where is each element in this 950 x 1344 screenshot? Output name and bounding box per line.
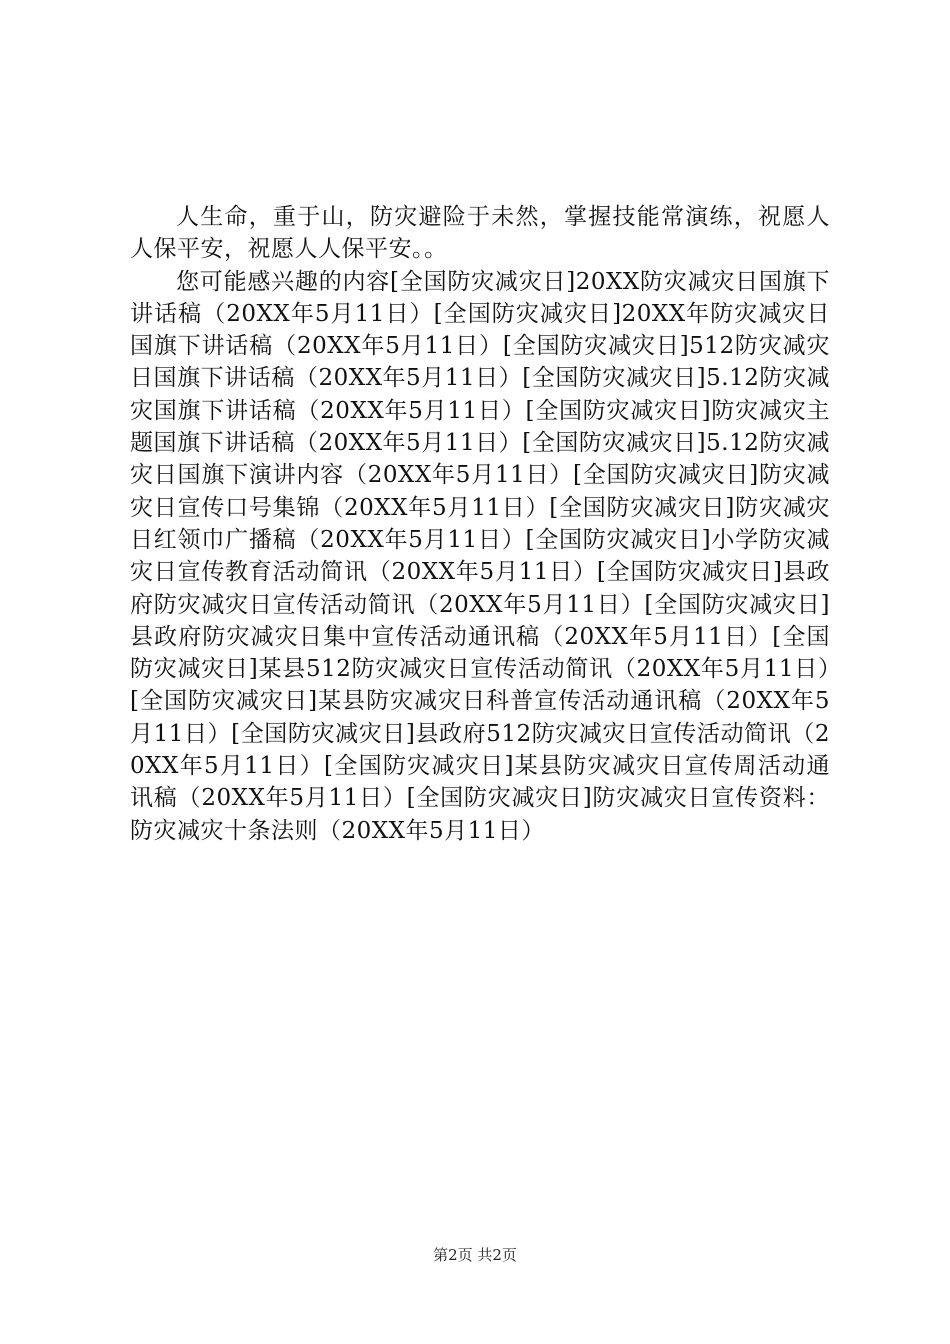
paragraph-related-content: 您可能感兴趣的内容[全国防灾减灾日]20XX防灾减灾日国旗下讲话稿（20XX年5月11日）[全国防灾减灾日]20XX年防灾减灾日国旗下讲话稿（20XX年5月11日）[全国防灾减灾日]512防灾减灾日国旗下讲话稿（20XX年5月11日）[全国防灾减灾日]5.12防灾减灾国旗下讲话稿（20XX年5月11日）[全国防灾减灾日]防灾减灾主题国旗下讲话稿（20XX年5月11日）[全国防灾减灾日]5.12防灾减灾日国旗下演讲内容（20XX年5月11日）[全国防灾减灾日]防灾减灾日宣传口号集锦（20XX年5月11日）[全国防灾减灾日]防灾减灾日红领巾广播稿（20XX年5月11日）[全国防灾减灾日]小学防灾减灾日宣传教育活动简讯（20XX年5月11日）[全国防灾减灾日]县政府防灾减灾日宣传活动简讯（20XX年5月11日）[全国防灾减灾日]县政府防灾减灾日集中宣传活动通讯稿（20XX年5月11日）[全国防灾减灾日]某县512防灾减灾日宣传活动简讯（20XX年5月11日）[全国防灾减灾日]某县防灾减灾日科普宣传活动通讯稿（20XX年5月11日）[全国防灾减灾日]县政府512防灾减灾日宣传活动简讯（20XX年5月11日）[全国防灾减灾日]某县防灾减灾日宣传周活动通讯稿（20XX年5月11日）[全国防灾减灾日]防灾减灾日宣传资料：防灾减灾十条法则（20XX年5月11日） xyxy=(130,268,830,844)
page-number-footer: 第2页 共2页 xyxy=(433,1246,517,1264)
document-body xyxy=(130,201,830,847)
paragraph-closing-blessing: 人生命，重于山，防灾避险于未然，掌握技能常演练，祝愿人人保平安，祝愿人人保平安。。 xyxy=(130,204,830,263)
